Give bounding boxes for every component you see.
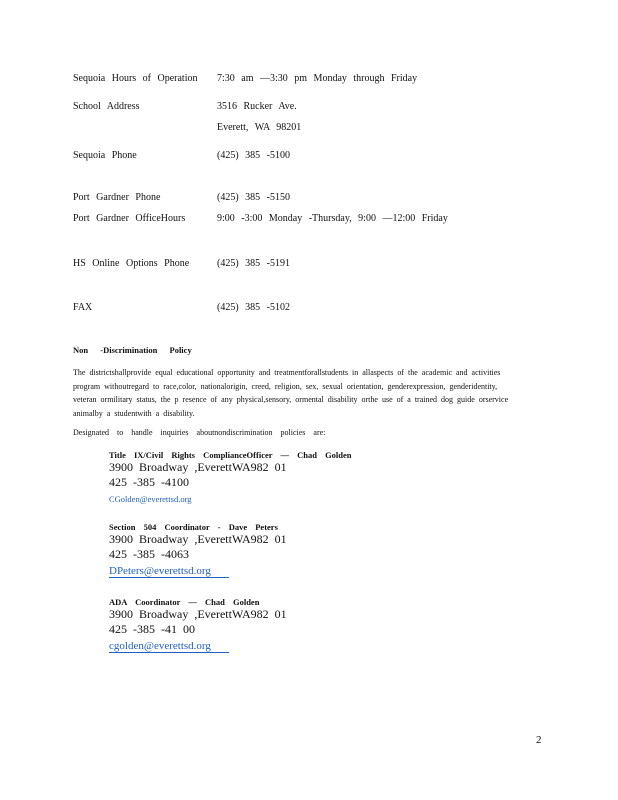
fax-label: FAX [73,302,93,313]
contact-phone: 425 -385 -4100 [109,474,189,489]
address-label: School Address [73,101,140,112]
contact-address: 3900 Broadway ,EverettWA982 01 [109,607,287,621]
address-line-2: Everett, WA 98201 [217,122,302,133]
contact-title: Title IX/Civil Rights ComplianceOfficer — Chad Golden [109,450,352,460]
contact-title-ix [109,450,449,507]
port-gardner-hours-value: 9:00 -3:00 Monday -Thursday, 9:00 —12:00 Friday [217,213,448,224]
address-line-1: 3516 Rucker Ave. [217,101,297,112]
contact-title: ADA Coordinator — Chad Golden [109,597,260,607]
policy-heading: Non -Discrimination Policy [73,345,192,355]
contact-address: 3900 Broadway ,EverettWA982 01 [109,460,287,474]
contact-title: Section 504 Coordinator - Dave Peters [109,522,278,532]
policy-text: The districtshallprovide equal educational opportunity and treatmentforallstudents in allaspects of the academic and activities program withoutregard to race,color, nationalorigin, creed, religion, sex, sexual orientation, genderexpression, genderidentity, veteran ormilitary status, the p resence of any physical,sensory, ormental disability orthe use of a trained dog guide orservice animalby a studentwith a disability. [73,368,509,418]
port-gardner-phone-label: Port Gardner Phone [73,192,161,203]
contact-ada [109,597,449,654]
contact-phone: 425 -385 -4063 [109,546,189,561]
page-number: 2 [536,734,542,746]
fax-value: (425) 385 -5102 [217,302,290,313]
sequoia-phone-value: (425) 385 -5100 [217,150,290,161]
contact-email-link[interactable]: cgolden@everettsd.org [109,640,229,653]
port-gardner-hours-label: Port Gardner OfficeHours [73,213,186,224]
port-gardner-phone-value: (425) 385 -5150 [217,192,290,203]
hours-value: 7:30 am —3:30 pm Monday through Friday [217,73,418,84]
designated-text: Designated to handle inquiries aboutnondiscrimination policies are: [73,428,326,437]
hours-label: Sequoia Hours of Operation [73,73,198,84]
hs-online-phone-label: HS Online Options Phone [73,258,190,269]
contact-email-link[interactable]: DPeters@everettsd.org [109,565,229,578]
contact-address: 3900 Broadway ,EverettWA982 01 [109,532,287,546]
contact-section-504 [109,522,449,579]
hs-online-phone-value: (425) 385 -5191 [217,258,290,269]
contact-phone: 425 -385 -41 00 [109,621,195,636]
sequoia-phone-label: Sequoia Phone [73,150,137,161]
contact-email-link[interactable]: CGolden@everettsd.org [109,494,192,504]
